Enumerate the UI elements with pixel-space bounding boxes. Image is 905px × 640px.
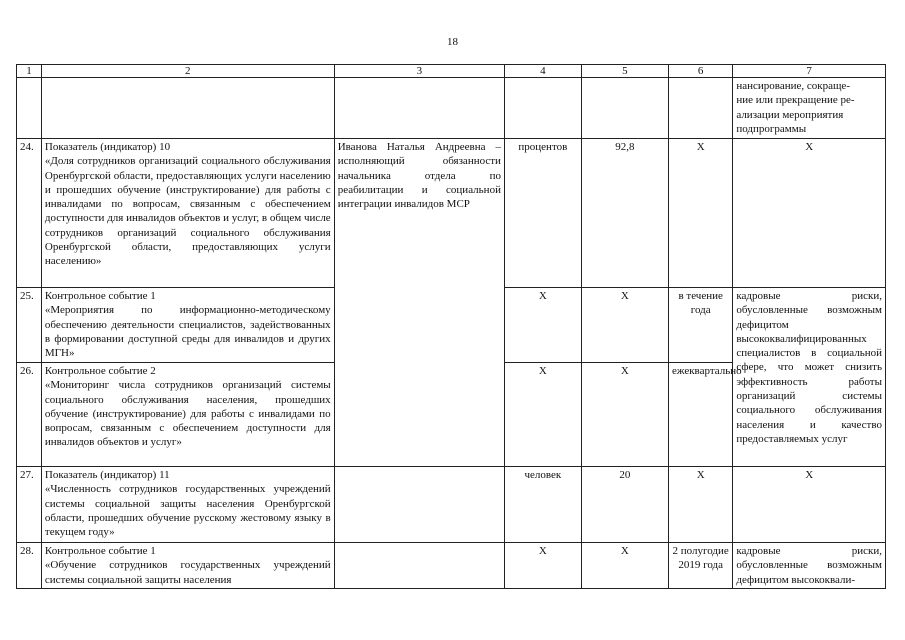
cell-empty xyxy=(581,78,668,139)
header-cell: 5 xyxy=(581,65,668,78)
cell-empty xyxy=(41,78,334,139)
header-cell: 2 xyxy=(41,65,334,78)
cell-empty xyxy=(334,467,504,543)
header-cell: 6 xyxy=(668,65,732,78)
row-number: 28. xyxy=(17,543,42,589)
term-cell: ежеквартально xyxy=(668,363,732,467)
page-number: 18 xyxy=(447,36,458,48)
event-cell xyxy=(41,543,334,589)
table-row xyxy=(17,467,886,543)
indicator-title: Показатель (индикатор) 10 xyxy=(44,141,171,153)
row-number: 27. xyxy=(17,467,42,543)
row-number: 26. xyxy=(17,363,42,467)
risk-cell: Х xyxy=(733,139,886,288)
event-title: Контрольное событие 1 xyxy=(44,545,156,557)
indicator-cell xyxy=(41,139,334,288)
cell-empty xyxy=(504,78,581,139)
unit-cell: Х xyxy=(504,288,581,363)
indicator-text: «Численность сотрудников государственных учреждений системы социальной защиты населения Оренбургской области, прошедших обучение русскому жестовому языку в текущем году» xyxy=(44,483,331,539)
table-row xyxy=(17,139,886,288)
row-number: 25. xyxy=(17,288,42,363)
event-text: «Обучение сотрудников государственных учреждений системы социальной защиты населения xyxy=(44,559,331,586)
unit-cell: процентов xyxy=(504,139,581,288)
value-cell: 20 xyxy=(581,467,668,543)
unit-cell: Х xyxy=(504,543,581,589)
row-number: 24. xyxy=(17,139,42,288)
shared-risk-cell: кадровые риски, обусловленные возможным дефицитом высококвалифицированных специалистов в социальной сфере, что может снизить эффективность работы организаций системы социального обслуживания населения и качество предоставляемых услуг xyxy=(733,288,886,467)
indicator-text: «Доля сотрудников организаций социального обслуживания Оренбургской области, предоставляющих услуги населению и прошедших обучение (инструктирование) для работы с инвалидами по вопросам, связанным с обеспечением доступности для инвалидов объектов и услуг, в общем числе сотрудников организаций социального обслуживания Оренбургской области, предоставляющих услуги населению» xyxy=(44,155,331,268)
header-cell: 3 xyxy=(334,65,504,78)
responsible-cell: Иванова Наталья Андреевна – исполняющий обязанности начальника отдела по реабилитации и социальной интеграции инвалидов МСР xyxy=(334,139,504,467)
header-cell: 4 xyxy=(504,65,581,78)
cell-empty xyxy=(334,543,504,589)
indicators-table xyxy=(16,64,886,589)
value-cell: Х xyxy=(581,288,668,363)
table-row-continuation xyxy=(17,78,886,139)
event-text: «Мероприятия по информационно-методическому обеспечению деятельности специалистов, задействованных в формировании доступной среды для инвалидов и других МГН» xyxy=(44,304,331,360)
cell-empty xyxy=(17,78,42,139)
unit-cell: человек xyxy=(504,467,581,543)
value-cell: Х xyxy=(581,363,668,467)
cell-empty xyxy=(668,78,732,139)
cell-empty xyxy=(334,78,504,139)
header-cell: 1 xyxy=(17,65,42,78)
risk-continuation-cell: нансирование, сокраще- ние или прекращение ре- ализации мероприятия подпрограммы xyxy=(733,78,886,139)
table-header-row xyxy=(17,65,886,78)
event-text: «Мониторинг числа сотрудников организаций системы социального обслуживания населения, прошедших обучение (инструктирование) для работы с инвалидами по вопросам, связанным с обеспечением доступности для инвалидов объектов и услуг» xyxy=(44,379,331,449)
value-cell: 92,8 xyxy=(581,139,668,288)
indicator-title: Показатель (индикатор) 11 xyxy=(44,469,170,481)
table-row xyxy=(17,543,886,589)
term-cell: Х xyxy=(668,139,732,288)
risk-cell: кадровые риски, обусловленные возможным дефицитом высококвали- xyxy=(733,543,886,589)
indicator-cell xyxy=(41,467,334,543)
term-cell: 2 полугодие 2019 года xyxy=(668,543,732,589)
term-cell: в течение года xyxy=(668,288,732,363)
term-cell: Х xyxy=(668,467,732,543)
event-cell xyxy=(41,363,334,467)
unit-cell: Х xyxy=(504,363,581,467)
header-cell: 7 xyxy=(733,65,886,78)
event-title: Контрольное событие 2 xyxy=(44,365,156,377)
event-title: Контрольное событие 1 xyxy=(44,290,156,302)
event-cell xyxy=(41,288,334,363)
risk-cell: Х xyxy=(733,467,886,543)
value-cell: Х xyxy=(581,543,668,589)
